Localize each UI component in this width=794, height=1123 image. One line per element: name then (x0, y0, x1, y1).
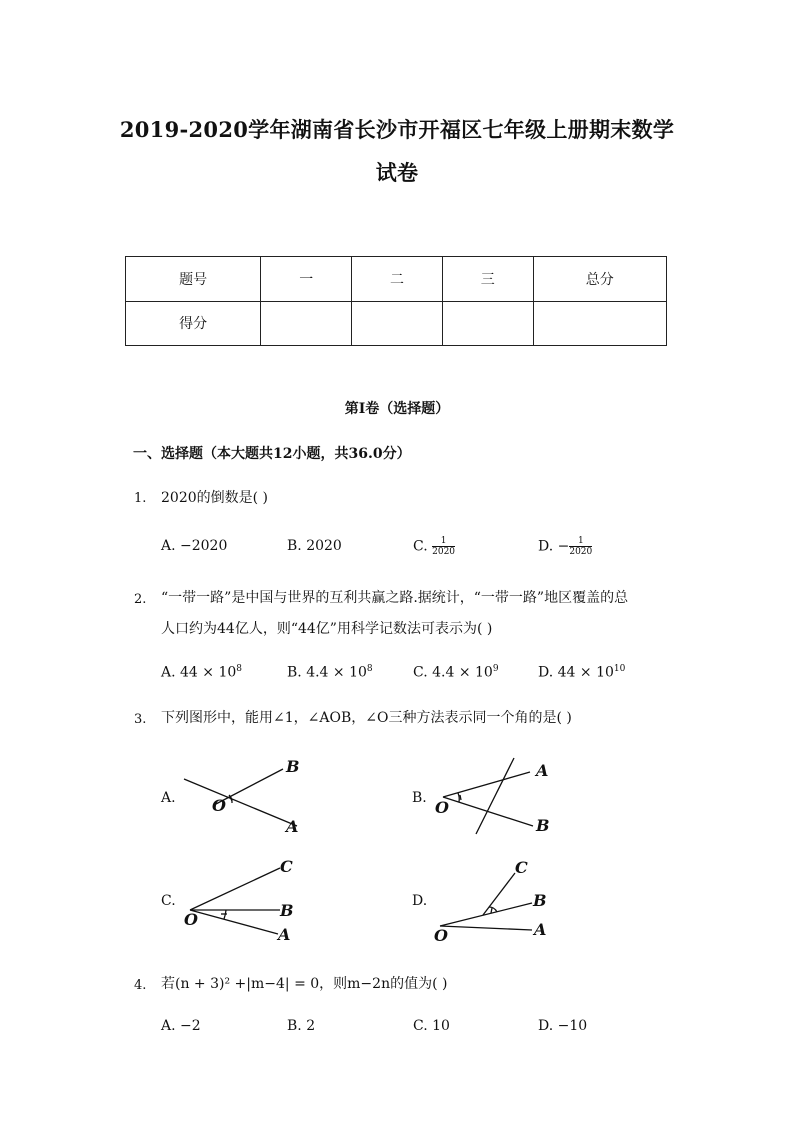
ray-oa (443, 772, 530, 797)
angle-arc (489, 907, 497, 912)
q4-option-a[interactable]: A. −2 (161, 1018, 201, 1034)
score-table-header-cell: 三 (442, 257, 533, 302)
point-label: O (435, 798, 449, 817)
question-2-line2: 人口约为44亿人，则“44亿”用科学记数法可表示为( ) (161, 621, 493, 637)
angle-mark (491, 908, 492, 913)
exponent: 9 (492, 664, 499, 674)
question-4-text: 若(n + 3)² +|m−4| = 0，则m−2n的值为( ) (161, 976, 448, 992)
question-2-line1: “一带一路”是中国与世界的互利共赢之路.据统计，“一带一路”地区覆盖的总 (161, 590, 629, 606)
score-table-row-label: 得分 (126, 301, 261, 346)
figure-a (184, 769, 297, 826)
point-label: B (536, 816, 550, 835)
transversal-line (476, 758, 514, 834)
question-number: 2. (134, 592, 147, 607)
ray-ob (443, 797, 533, 826)
point-label: O (434, 926, 448, 945)
point-label: O (184, 910, 198, 929)
q3-option-d[interactable]: D. (412, 893, 428, 909)
paper-title-line2: 试卷 (375, 160, 419, 185)
score-table-header-cell: 总分 (533, 257, 666, 302)
q4-option-d[interactable]: D. −10 (538, 1018, 588, 1034)
point-label: O (212, 796, 226, 815)
score-table-header-cell: 一 (261, 257, 352, 302)
exponent: 8 (366, 664, 373, 674)
fraction-numerator: 1 (569, 536, 592, 547)
point-label: B (280, 901, 294, 920)
figure-d (440, 873, 532, 930)
point-label: C (515, 858, 528, 877)
question-3-text: 下列图形中，能用∠1，∠AOB，∠O三种方法表示同一个角的是( ) (161, 710, 572, 726)
point-label: B (533, 891, 547, 910)
ray-oc (190, 868, 280, 910)
question-1-text: 2020的倒数是( ) (161, 490, 269, 506)
ray-oa (190, 910, 278, 934)
q3-option-b[interactable]: B. (412, 790, 427, 806)
ray-oa (440, 926, 532, 930)
point-label: A (534, 920, 547, 939)
fraction-denominator: 2020 (432, 547, 456, 557)
q1-option-a[interactable]: A. −2020 (161, 538, 228, 554)
figure-c (190, 868, 280, 934)
point-label: B (286, 757, 300, 776)
point-label: A (286, 817, 299, 836)
ray-oa (184, 779, 297, 826)
ray-ob (440, 903, 532, 926)
question-number: 4. (134, 978, 147, 993)
point-label: A (278, 925, 291, 944)
part-title: 第I卷（选择题） (344, 401, 450, 417)
figure-b (443, 758, 533, 834)
paper-title-line1: 2019-2020学年湖南省长沙市开福区七年级上册期末数学 (119, 117, 675, 142)
q1-option-d-label: D. − (538, 538, 570, 555)
fraction-denominator: 2020 (569, 547, 593, 557)
q4-option-b[interactable]: B. 2 (287, 1018, 316, 1034)
q2-option-a-text: A. 44 × 10 (161, 664, 237, 681)
q2-option-b-text: B. 4.4 × 10 (287, 664, 367, 681)
q2-option-c-text: C. 4.4 × 10 (413, 664, 493, 681)
q1-option-c-label: C. (413, 538, 428, 555)
point-label: C (280, 857, 293, 876)
section-heading: 一、选择题（本大题共12小题，共36.0分） (133, 446, 411, 462)
point-label: A (536, 761, 549, 780)
score-table-header-cell: 二 (352, 257, 443, 302)
score-table-header-cell: 题号 (126, 257, 261, 302)
exponent: 10 (613, 664, 626, 674)
question-number: 3. (134, 712, 147, 727)
angle-arc (458, 793, 459, 802)
q3-option-a[interactable]: A. (161, 790, 176, 806)
q3-option-c[interactable]: C. (161, 893, 176, 909)
angle-mark (460, 795, 461, 800)
question-number: 1. (134, 491, 147, 506)
q2-option-d-text: D. 44 × 10 (538, 664, 614, 681)
q4-option-c[interactable]: C. 10 (413, 1018, 450, 1034)
q1-option-b[interactable]: B. 2020 (287, 538, 342, 554)
exponent: 8 (236, 664, 243, 674)
fraction-numerator: 1 (432, 536, 455, 547)
